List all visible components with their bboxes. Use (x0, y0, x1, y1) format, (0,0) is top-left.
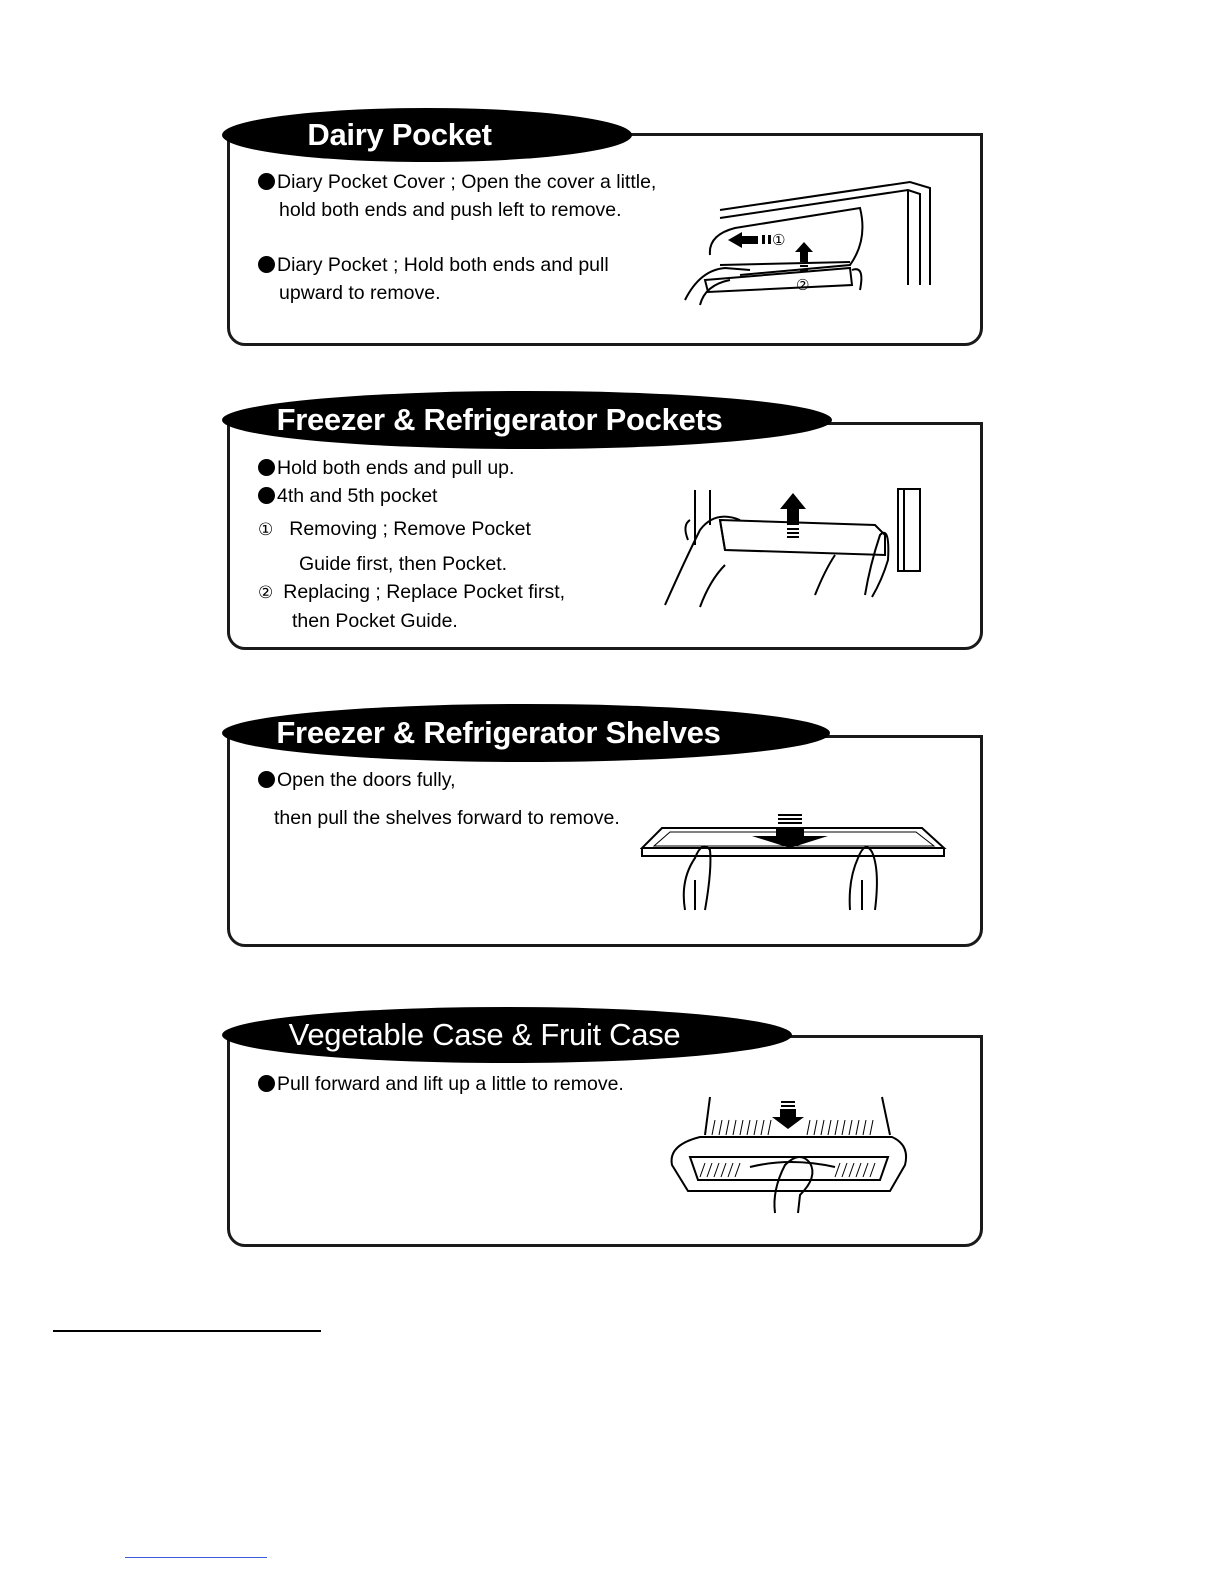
shelves-title: Freezer & Refrigerator Shelves (222, 704, 830, 762)
marker-1-icon: ① (772, 231, 786, 249)
bullet-icon (258, 256, 275, 273)
marker-2-icon: ② (796, 276, 810, 294)
bullet-icon (258, 487, 275, 504)
step-2-icon: ② (258, 583, 274, 602)
dairy-pocket-text: Diary Pocket Cover ; Open the cover a little, hold both ends and push left to remove. Diary Pocket ; Hold both ends and pull upward to remove. (258, 168, 656, 307)
bullet-line: Diary Pocket Cover ; Open the cover a little, (258, 168, 656, 196)
step-1-icon: ① (258, 520, 274, 539)
bullet-line: Diary Pocket ; Hold both ends and pull (258, 251, 656, 279)
bullet-line: 4th and 5th pocket (258, 482, 565, 510)
bullet-icon (258, 771, 275, 788)
bullet-icon (258, 173, 275, 190)
dairy-pocket-illustration (680, 180, 940, 310)
pockets-text: Hold both ends and pull up. 4th and 5th pocket ① Removing ; Remove Pocket Guide first, then Pocket. ② Replacing ; Replace Pocket first, then Pocket Guide. (258, 454, 565, 635)
shelves-illustration (640, 810, 950, 915)
shelves-text: Open the doors fully, then pull the shelves forward to remove. (258, 766, 620, 832)
pockets-illustration (660, 485, 930, 610)
dairy-pocket-title: Dairy Pocket (222, 108, 632, 162)
vegetable-case-text (258, 1070, 624, 1098)
vegetable-case-illustration (660, 1095, 915, 1215)
bullet-line: Pull forward and lift up a little to remove. (258, 1070, 624, 1098)
bullet-line: Open the doors fully, (258, 766, 620, 794)
footnote-separator (53, 1330, 321, 1332)
bullet-icon (258, 459, 275, 476)
link-underline (125, 1557, 267, 1558)
vegetable-case-title: Vegetable Case & Fruit Case (222, 1007, 792, 1063)
bullet-line: Hold both ends and pull up. (258, 454, 565, 482)
bullet-icon (258, 1075, 275, 1092)
pockets-title: Freezer & Refrigerator Pockets (222, 391, 832, 449)
